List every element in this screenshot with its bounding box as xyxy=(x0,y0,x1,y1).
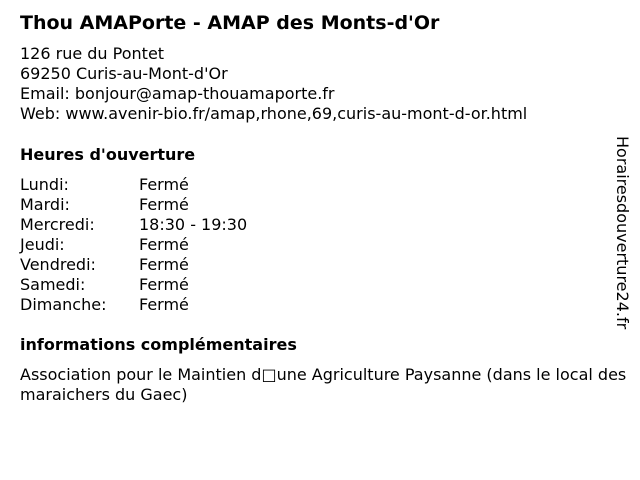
day-hours: Fermé xyxy=(139,175,189,194)
day-hours: Fermé xyxy=(139,295,189,314)
hours-row-thursday xyxy=(20,235,247,255)
hours-row-wednesday xyxy=(20,215,247,235)
day-label: Lundi: xyxy=(20,175,69,194)
info-heading: informations complémentaires xyxy=(20,335,297,354)
day-label: Mardi: xyxy=(20,195,70,214)
address-block xyxy=(20,44,527,124)
page-title: Thou AMAPorte - AMAP des Monts-d'Or xyxy=(20,12,440,34)
day-label: Dimanche: xyxy=(20,295,107,314)
hours-row-sunday xyxy=(20,295,247,315)
day-hours: 18:30 - 19:30 xyxy=(139,215,248,234)
hours-row-friday xyxy=(20,255,247,275)
street-address: 126 rue du Pontet xyxy=(20,44,165,63)
info-text: Association pour le Maintien d□une Agriculture Paysanne (dans le local des maraichers du Gaec) xyxy=(20,365,627,404)
website-line: Web: www.avenir-bio.fr/amap,rhone,69,curis-au-mont-d-or.html xyxy=(20,104,528,123)
email-line: Email: bonjour@amap-thouamaporte.fr xyxy=(20,84,335,103)
city-address: 69250 Curis-au-Mont-d'Or xyxy=(20,64,228,83)
day-hours: Fermé xyxy=(139,195,189,214)
hours-row-saturday xyxy=(20,275,247,295)
day-hours: Fermé xyxy=(139,235,189,254)
day-label: Samedi: xyxy=(20,275,86,294)
day-hours: Fermé xyxy=(139,255,189,274)
day-hours: Fermé xyxy=(139,275,189,294)
day-label: Mercredi: xyxy=(20,215,95,234)
day-label: Jeudi: xyxy=(20,235,65,254)
hours-list xyxy=(20,175,247,315)
day-label: Vendredi: xyxy=(20,255,96,274)
hours-heading: Heures d'ouverture xyxy=(20,145,196,164)
hours-row-tuesday xyxy=(20,195,247,215)
hours-row-monday xyxy=(20,175,247,195)
site-credit: Horairesdouverture24.fr xyxy=(613,136,632,330)
